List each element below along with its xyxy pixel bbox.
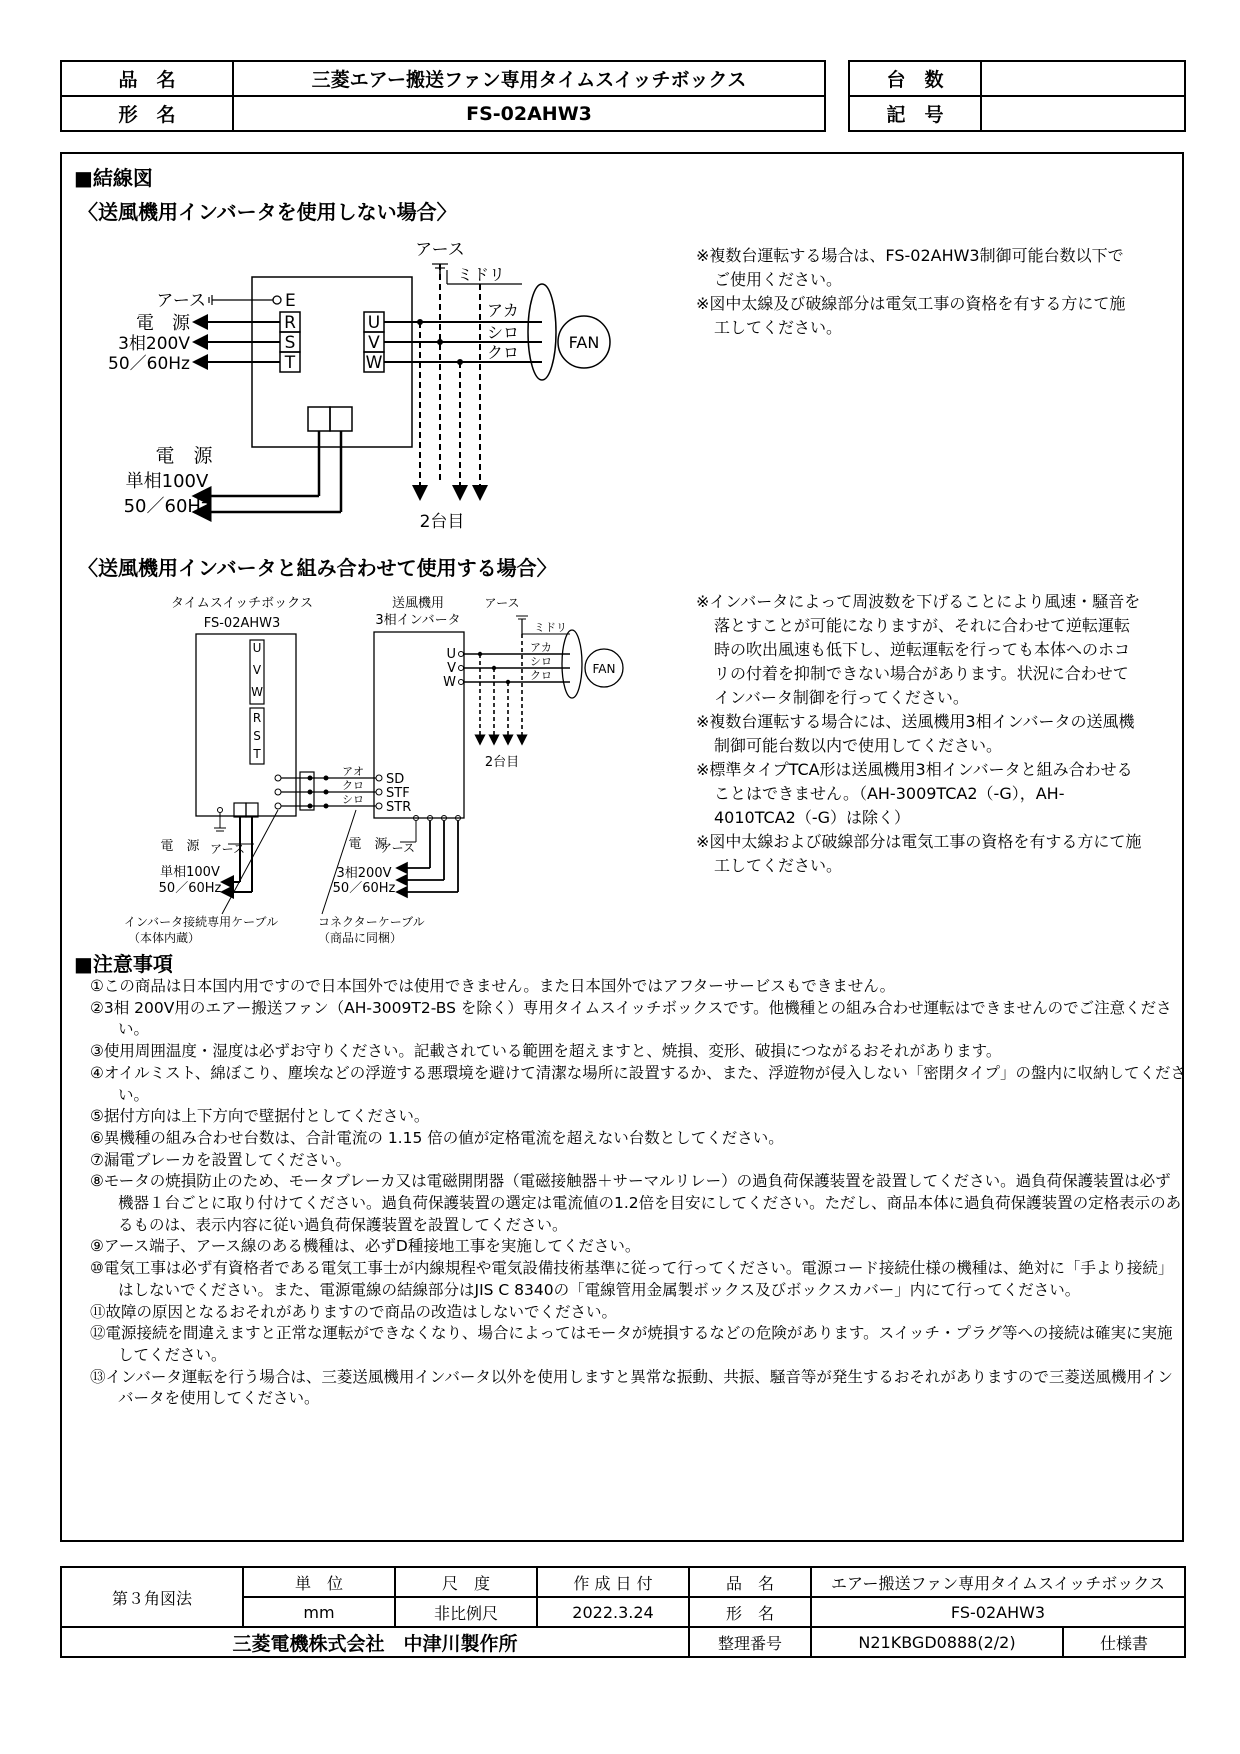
term-w: W bbox=[365, 353, 383, 373]
name-label: 品 名 bbox=[689, 1567, 811, 1597]
cautions-title: ■注意事項 bbox=[74, 952, 173, 976]
caution-item: ⑥異機種の組み合わせ台数は、合計電流の 1.15 倍の値が定格電流を超えない台数としてください。 bbox=[90, 1128, 784, 1147]
power-spec1: 3相200V bbox=[118, 334, 190, 354]
box-label-2: FS-02AHW3 bbox=[203, 616, 281, 631]
earth-left-label: アース bbox=[156, 291, 206, 311]
c2-wire-white: シロ bbox=[530, 655, 552, 668]
term-str: STR bbox=[386, 800, 412, 815]
c2-single-power-spec2: 50／60Hz bbox=[158, 881, 222, 896]
cable1-line1: インバータ接続専用ケーブル bbox=[124, 915, 279, 929]
caution-item: ⑨アース端子、アース線のある機種は、必ずD種接地工事を実施してください。 bbox=[90, 1237, 641, 1256]
c2-earth-b: アース bbox=[379, 841, 415, 855]
three-power-spec1: 3相200V bbox=[336, 866, 392, 881]
earth-top-label: アース bbox=[415, 240, 465, 260]
wire-green: ミドリ bbox=[457, 265, 506, 284]
projection: 第３角図法 bbox=[61, 1567, 243, 1627]
case2-note-2: ※複数台運転する場合には、送風機用3相インバータの送風機制御可能台数以内で使用してください。 bbox=[696, 712, 1135, 755]
case2-note-4: ※図中太線および破線部分は電気工事の資格を有する方にて施工してください。 bbox=[696, 832, 1142, 875]
sig-blue: アオ bbox=[342, 765, 364, 778]
c2-single-power-spec1: 単相100V bbox=[160, 865, 220, 880]
term-r: R bbox=[284, 313, 296, 333]
caution-item: ④オイルミスト、綿ぼこり、塵埃などの浮遊する悪環境を避けて清潔な場所に設置するか、また、浮遊物が侵入しない「密閉タイプ」の盤内に収納してください。 bbox=[90, 1063, 1186, 1104]
power-label: 電 源 bbox=[136, 313, 190, 334]
date-label: 作 成 日 付 bbox=[537, 1567, 689, 1597]
wiring-diagram-standalone bbox=[102, 234, 702, 534]
quantity-value bbox=[981, 61, 1185, 96]
wire-red: アカ bbox=[487, 301, 519, 320]
term-t: T bbox=[284, 353, 296, 373]
date-value: 2022.3.24 bbox=[537, 1597, 689, 1627]
model-label: 形 名 bbox=[61, 96, 233, 131]
cable2-line1: コネクターケーブル bbox=[318, 915, 425, 929]
model-value: FS-02AHW3 bbox=[233, 96, 825, 131]
product-name: 三菱エアー搬送ファン専用タイムスイッチボックス bbox=[233, 61, 825, 96]
case1-note-1: ※複数台運転する場合は、FS-02AHW3制御可能台数以下でご使用ください。 bbox=[696, 246, 1124, 289]
box-term-t: T bbox=[253, 747, 261, 761]
box-term-s: S bbox=[253, 729, 261, 743]
inv-label-2: 3相インバータ bbox=[375, 613, 461, 628]
wire-white: シロ bbox=[487, 323, 520, 342]
term-s: S bbox=[284, 333, 296, 353]
caution-item: ①この商品は日本国内用ですので日本国外では使用できません。また日本国外ではアフターサービスもできません。 bbox=[90, 977, 896, 995]
unit-label: 単 位 bbox=[243, 1567, 395, 1597]
term-sd: SD bbox=[386, 772, 405, 787]
c2-wire-red: アカ bbox=[530, 641, 552, 654]
model-value-footer: FS-02AHW3 bbox=[811, 1597, 1185, 1627]
caution-item: ⑦漏電ブレーカを設置してください。 bbox=[90, 1150, 351, 1169]
box-term-w: W bbox=[251, 685, 263, 699]
second-unit: 2台目 bbox=[419, 512, 465, 532]
inv-term-v: V bbox=[447, 661, 456, 676]
inv-term-w: W bbox=[443, 675, 456, 690]
cable2-line2: （商品に同梱） bbox=[318, 931, 403, 945]
c2-wire-green: ミドリ bbox=[534, 621, 567, 634]
wiring-title: ■結線図 bbox=[74, 166, 153, 190]
case2-note-3: ※標準タイプTCA形は送風機用3相インバータと組み合わせることはできません。（AH-3009TCA2（-G），AH-4010TCA2（-G）は除く） bbox=[696, 760, 1133, 827]
caution-item: ⑪故障の原因となるおそれがありますので商品の改造はしないでください。 bbox=[90, 1302, 618, 1321]
inv-term-u: U bbox=[446, 647, 456, 662]
header-table bbox=[60, 60, 826, 132]
wiring-diagram-with-inverter bbox=[82, 594, 702, 945]
single-power-spec2: 50／60Hz bbox=[123, 496, 211, 517]
ref-label: 整理番号 bbox=[689, 1627, 811, 1657]
sig-white: シロ bbox=[342, 793, 364, 806]
caution-item: ⑫電源接続を間違えますと正常な運転ができなくなり、場合によってはモータが焼損するなどの危険があります。スイッチ・プラグ等への接続は確実に実施してください。 bbox=[90, 1324, 1173, 1364]
three-power-label: 電 源 bbox=[348, 837, 388, 852]
term-e: E bbox=[285, 291, 296, 311]
model-label-footer: 形 名 bbox=[689, 1597, 811, 1627]
term-u: U bbox=[367, 313, 381, 333]
c2-second-unit: 2台目 bbox=[484, 755, 520, 770]
case1-title: 〈送風機用インバータを使用しない場合〉 bbox=[78, 200, 457, 224]
scale-label: 尺 度 bbox=[395, 1567, 537, 1597]
doc-type: 仕様書 bbox=[1063, 1627, 1185, 1657]
quantity-label: 台 数 bbox=[849, 61, 981, 96]
single-power-spec1: 単相100V bbox=[125, 471, 209, 492]
sig-black: クロ bbox=[342, 779, 364, 792]
c2-wire-black: クロ bbox=[530, 669, 552, 682]
wire-black: クロ bbox=[487, 343, 520, 362]
single-power-label: 電 源 bbox=[155, 445, 213, 467]
name-value: エアー搬送ファン専用タイムスイッチボックス bbox=[811, 1567, 1185, 1597]
ref-value: N21KBGD0888(2/2) bbox=[811, 1627, 1063, 1657]
power-spec2: 50／60Hz bbox=[108, 354, 190, 374]
quantity-table bbox=[848, 60, 1186, 132]
caution-item: ⑬インバータ運転を行う場合は、三菱送風機用インバータ以外を使用しますと異常な振動、共振、騒音等が発生するおそれがありますので三菱送風機用インバータを使用してください。 bbox=[90, 1367, 1173, 1408]
inv-label-1: 送風機用 bbox=[391, 596, 445, 611]
footer-table bbox=[60, 1566, 1186, 1658]
caution-item: ⑤据付方向は上下方向で壁据付としてください。 bbox=[90, 1107, 430, 1126]
c2-earth-a: アース bbox=[209, 842, 245, 856]
caution-item: ⑧モータの焼損防止のため、モータブレーカ又は電磁開閉器（電磁接触器＋サーマルリレー）の過負荷保護装置を設置してください。過負荷保護装置は必ず機器１台ごとに取り付けてください。過負荷保護装置の選定は電流値の1.2倍を目安にしてください。ただし、商品本体に過負荷保護装置の定格表示のあるものは、表示内容に従い過負荷保護装置を設置してください。 bbox=[90, 1172, 1182, 1234]
case2-note-1: ※インバータによって周波数を下げることにより風速・騒音を落とすことが可能になりますが、それに合わせて逆転運転時の吹出風速も低下し、逆転運転を行っても本体へのホコリの付着を抑制できない場合があります。状況に合わせてインバータ制御を行ってください。 bbox=[696, 592, 1141, 707]
case1-notes bbox=[696, 244, 1136, 340]
fan-label: FAN bbox=[568, 333, 600, 352]
c2-fan: FAN bbox=[592, 662, 616, 676]
case2-notes bbox=[696, 590, 1142, 878]
caution-item: ⑩電気工事は必ず有資格者である電気工事士が内線規程や電気設備技術基準に従って行ってください。電源コード接続仕様の機種は、絶対に「手より接続」はしないでください。また、電源電線の結線部分はJIS C 8340の「電線管用金属製ボックス及びボックスカバー」内にて行ってください。 bbox=[90, 1259, 1174, 1299]
main-frame bbox=[60, 152, 1184, 1542]
term-v: V bbox=[368, 333, 380, 353]
cautions-list bbox=[90, 976, 1186, 1410]
symbol-label: 記 号 bbox=[849, 96, 981, 131]
scale-value: 非比例尺 bbox=[395, 1597, 537, 1627]
caution-item: ③使用周囲温度・湿度は必ずお守りください。記載されている範囲を超えますと、焼損、変形、破損につながるおそれがあります。 bbox=[90, 1042, 1002, 1061]
case1-note-2: ※図中太線及び破線部分は電気工事の資格を有する方にて施工してください。 bbox=[696, 294, 1126, 337]
unit-value: mm bbox=[243, 1597, 395, 1627]
three-power-spec2: 50／60Hz bbox=[332, 881, 396, 896]
term-stf: STF bbox=[386, 786, 410, 801]
case2-title: 〈送風機用インバータと組み合わせて使用する場合〉 bbox=[78, 556, 557, 580]
box-term-v: V bbox=[252, 663, 262, 677]
product-name-label: 品 名 bbox=[61, 61, 233, 96]
c2-earth-top: アース bbox=[484, 596, 520, 610]
symbol-value bbox=[981, 96, 1185, 131]
box-term-u: U bbox=[252, 641, 262, 655]
caution-item: ②3相 200V用のエアー搬送ファン（AH-3009T2-BS を除く）専用タイムスイッチボックスです。他機種との組み合わせ運転はできませんのでご注意ください。 bbox=[90, 998, 1172, 1039]
company: 三菱電機株式会社 中津川製作所 bbox=[61, 1627, 689, 1657]
cable1-line2: （本体内蔵） bbox=[128, 931, 201, 945]
box-label-1: タイムスイッチボックス bbox=[170, 596, 314, 611]
c2-single-power-label: 電 源 bbox=[160, 839, 200, 854]
box-term-r: R bbox=[252, 711, 262, 725]
